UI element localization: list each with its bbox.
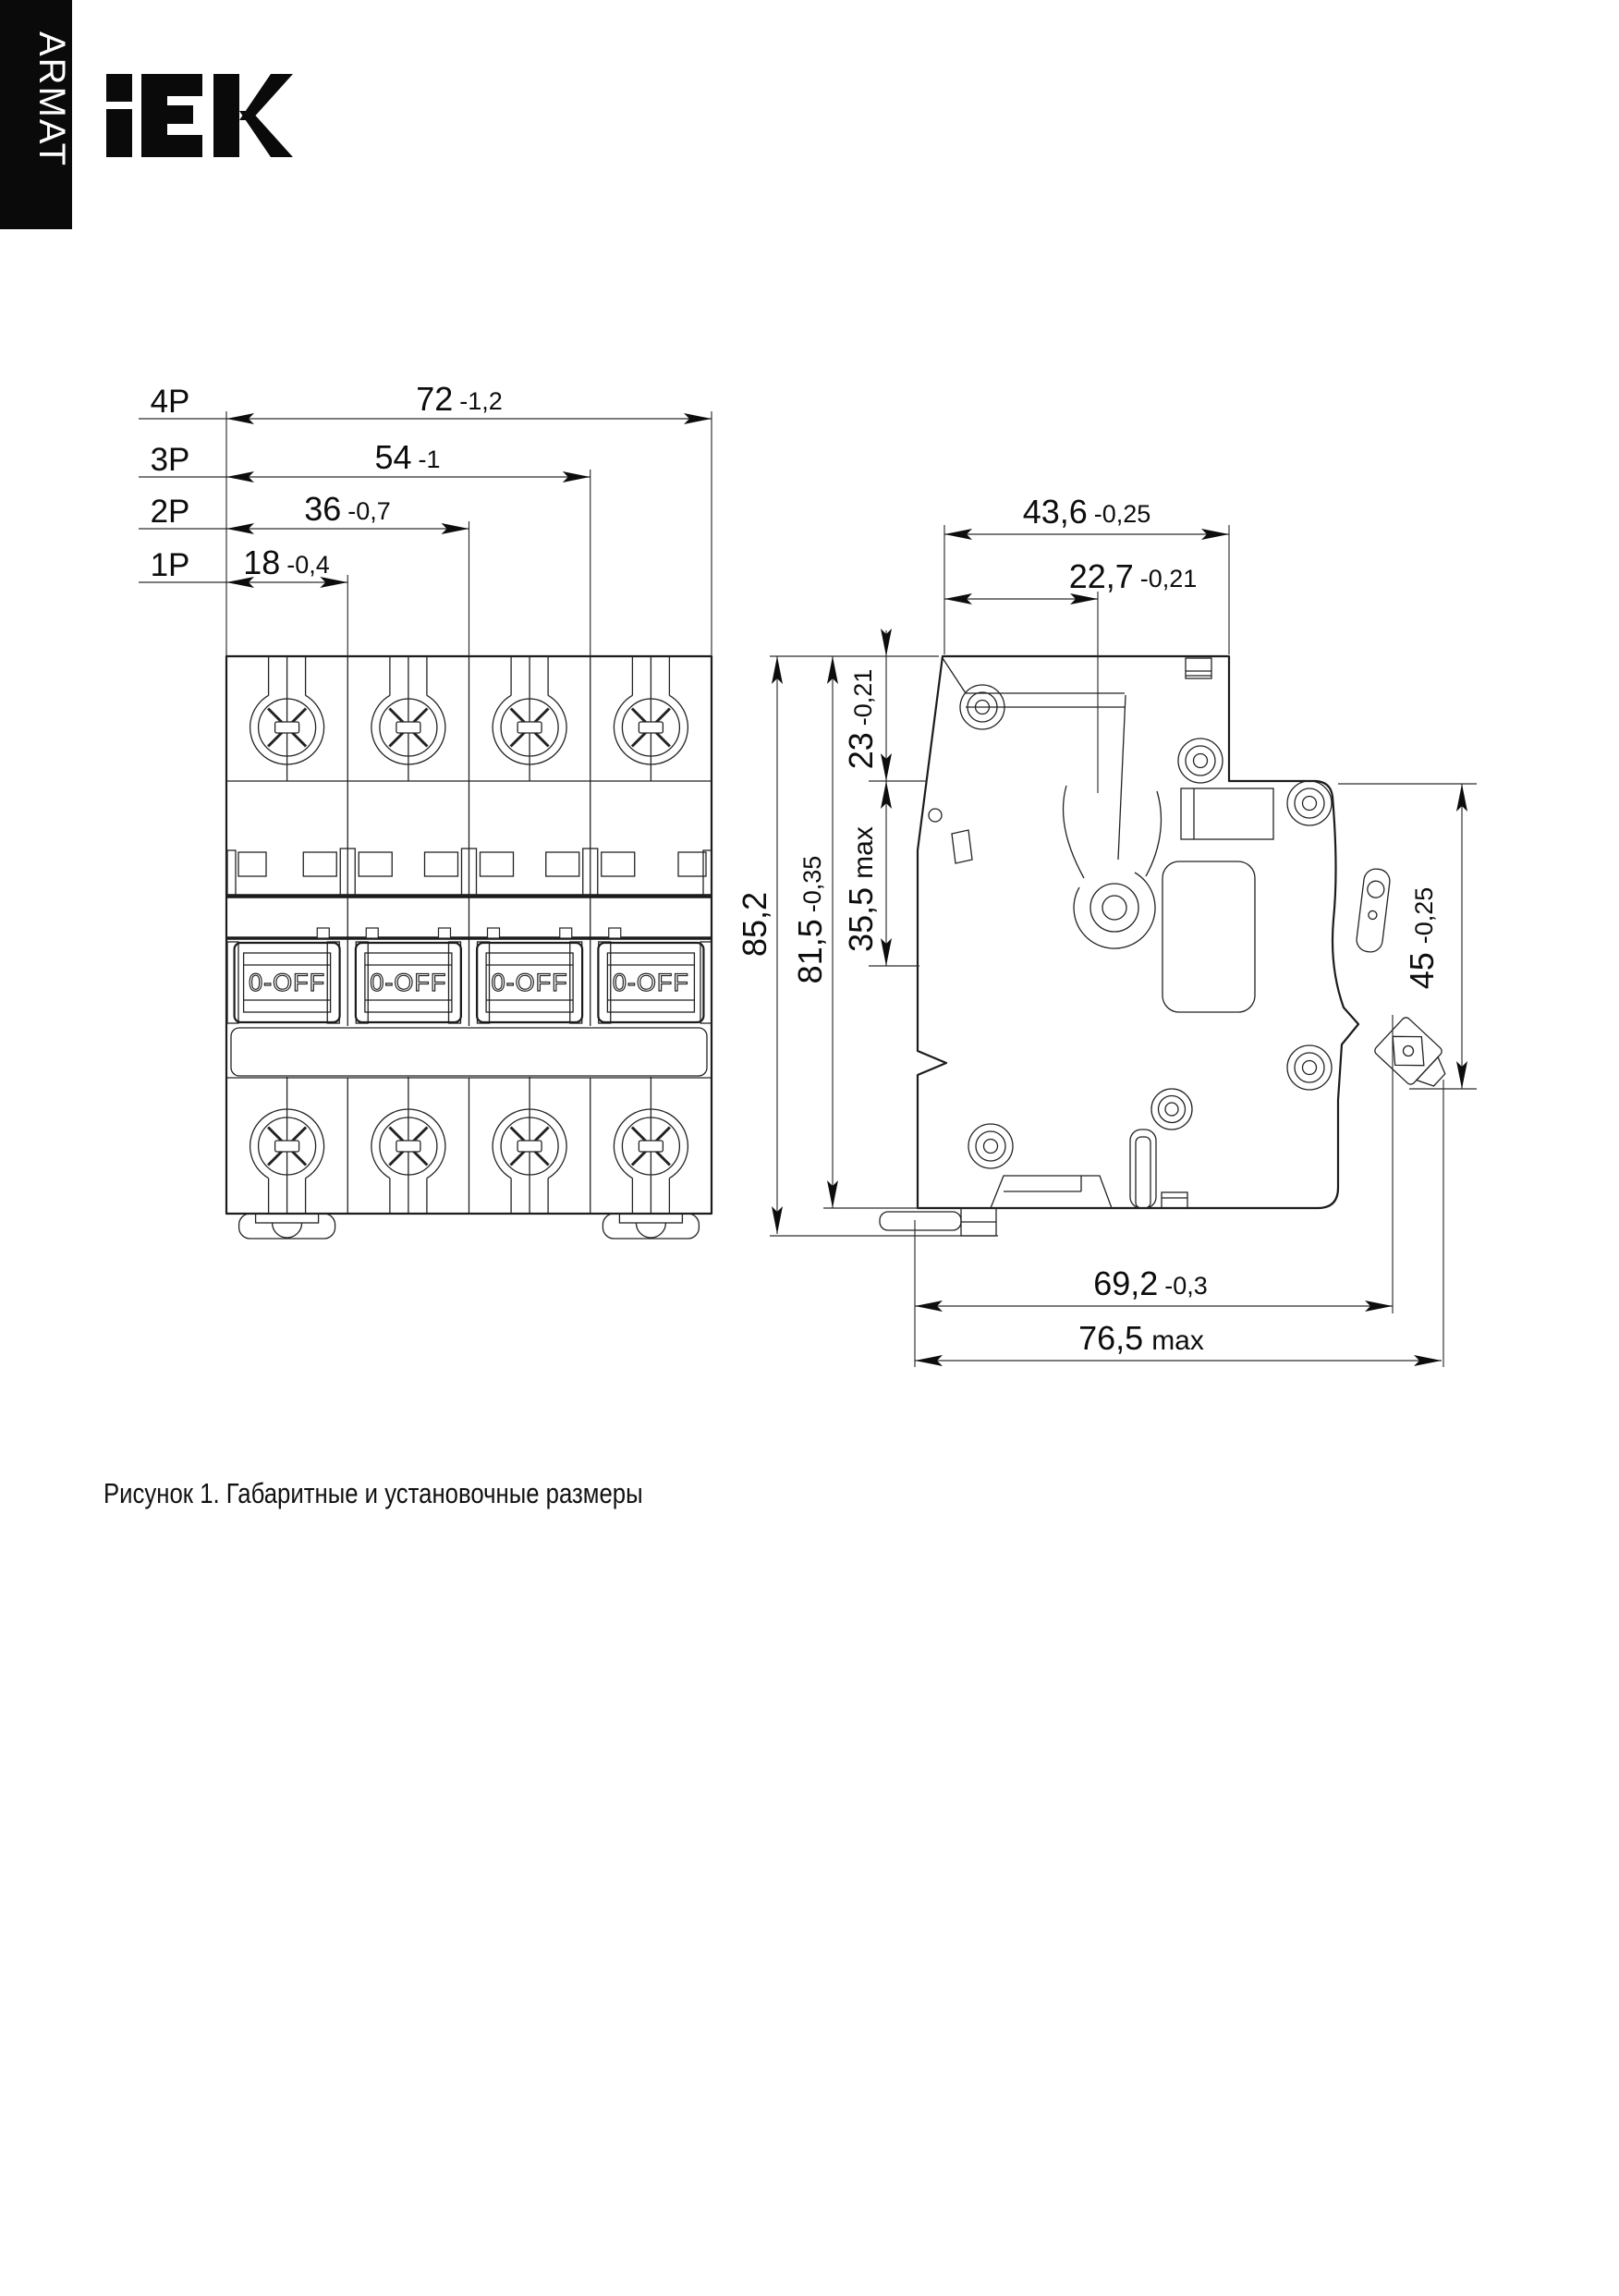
rivet-icon [960, 685, 1332, 1168]
svg-text:81,5-0,35 [791, 856, 829, 984]
terminal-screw-icon [371, 656, 445, 781]
side-view [880, 656, 1455, 1236]
switch-label: 0-OFF [491, 969, 568, 996]
dim-value: 69,2 [1093, 1264, 1159, 1302]
dim-value: 45 [1403, 952, 1441, 990]
svg-text:23-0,21 [842, 669, 880, 770]
svg-text:45-0,25 [1403, 887, 1441, 990]
dim-value: 76,5 [1078, 1319, 1144, 1357]
dim-tolerance: -0,7 [347, 497, 391, 525]
svg-text:36-0,7 [304, 490, 391, 528]
dim-suffix: max [1151, 1325, 1204, 1356]
dim-3p [151, 438, 441, 478]
dim-tolerance: -1,2 [459, 387, 503, 415]
switch-label: 0-OFF [612, 969, 689, 996]
din-clip [603, 1214, 699, 1239]
dim-value: 22,7 [1068, 557, 1134, 595]
dim-suffix: max [848, 826, 879, 879]
terminal-screw-icon [493, 656, 566, 781]
dim-height-body [791, 856, 829, 984]
dim-tolerance: -0,3 [1164, 1272, 1208, 1300]
switch-handle [235, 943, 340, 1022]
switch-handle [477, 943, 582, 1022]
svg-text:43,6-0,25 [1023, 493, 1151, 531]
dim-tolerance: -0,4 [286, 551, 330, 579]
din-slider [880, 1212, 961, 1230]
dim-value: 85,2 [736, 891, 773, 958]
dim-width-top [1023, 493, 1151, 531]
marking-band [231, 1028, 707, 1076]
dim-tolerance: -0,21 [849, 668, 877, 727]
dim-value: 72 [416, 380, 454, 418]
switch-label: 0-OFF [249, 969, 326, 996]
dim-value: 23 [842, 732, 880, 770]
dim-depth-max [1078, 1319, 1204, 1357]
dim-value: 81,5 [791, 919, 829, 984]
pole-label: 4P [150, 384, 190, 420]
dim-height-overall [736, 892, 773, 957]
switch-handle [598, 943, 703, 1022]
dim-2p [151, 490, 391, 530]
dim-handle-zone [842, 826, 880, 952]
figure-caption: Рисунок 1. Габаритные и установочные размеры [103, 1477, 643, 1509]
pole-label: 3P [150, 442, 190, 478]
dim-value: 18 [243, 543, 281, 581]
switch-handle [356, 943, 461, 1022]
switch-label: 0-OFF [370, 969, 447, 996]
handle-pivot [1064, 786, 1162, 948]
dim-din-height [1403, 887, 1441, 990]
front-dimensions [139, 380, 712, 656]
dim-tolerance: -0,25 [1410, 886, 1438, 945]
svg-text:54-1 [374, 438, 440, 476]
dim-1p [151, 543, 330, 583]
svg-text:35,5max [842, 826, 880, 952]
dim-value: 54 [374, 438, 412, 476]
pole-label: 1P [150, 547, 190, 583]
terminal-screw-icon [614, 1077, 688, 1214]
dim-value: 35,5 [842, 886, 880, 952]
armat-vertical-text: ARMAT [31, 31, 72, 168]
dim-4p [151, 380, 503, 420]
din-clip [239, 1214, 335, 1239]
dim-depth-mount [1093, 1264, 1208, 1302]
svg-text:85,2 [736, 892, 773, 957]
svg-text:69,2-0,3 [1093, 1264, 1208, 1302]
svg-text:22,7-0,21 [1069, 557, 1198, 595]
release-lever [1356, 868, 1392, 954]
dim-tolerance: -0,35 [798, 855, 826, 913]
terminal-screw-icon [614, 656, 688, 781]
terminal-screw-icon [371, 1077, 445, 1214]
dim-value: 36 [304, 490, 342, 528]
svg-text:76,5max [1078, 1319, 1204, 1357]
dim-depth-front [842, 669, 880, 770]
dim-tolerance: -0,25 [1093, 500, 1151, 528]
terminal-screw-icon [250, 656, 324, 781]
terminal-screw-icon [493, 1077, 566, 1214]
terminal-screw-icon [250, 1077, 324, 1214]
dim-tolerance: -1 [418, 446, 441, 473]
dim-value: 43,6 [1022, 493, 1088, 531]
dim-tolerance: -0,21 [1139, 565, 1198, 592]
front-view [226, 656, 712, 1239]
pole-label: 2P [150, 494, 190, 530]
svg-text:72-1,2 [416, 380, 503, 418]
svg-text:18-0,4 [243, 543, 330, 581]
dim-width-handle [1069, 557, 1198, 595]
